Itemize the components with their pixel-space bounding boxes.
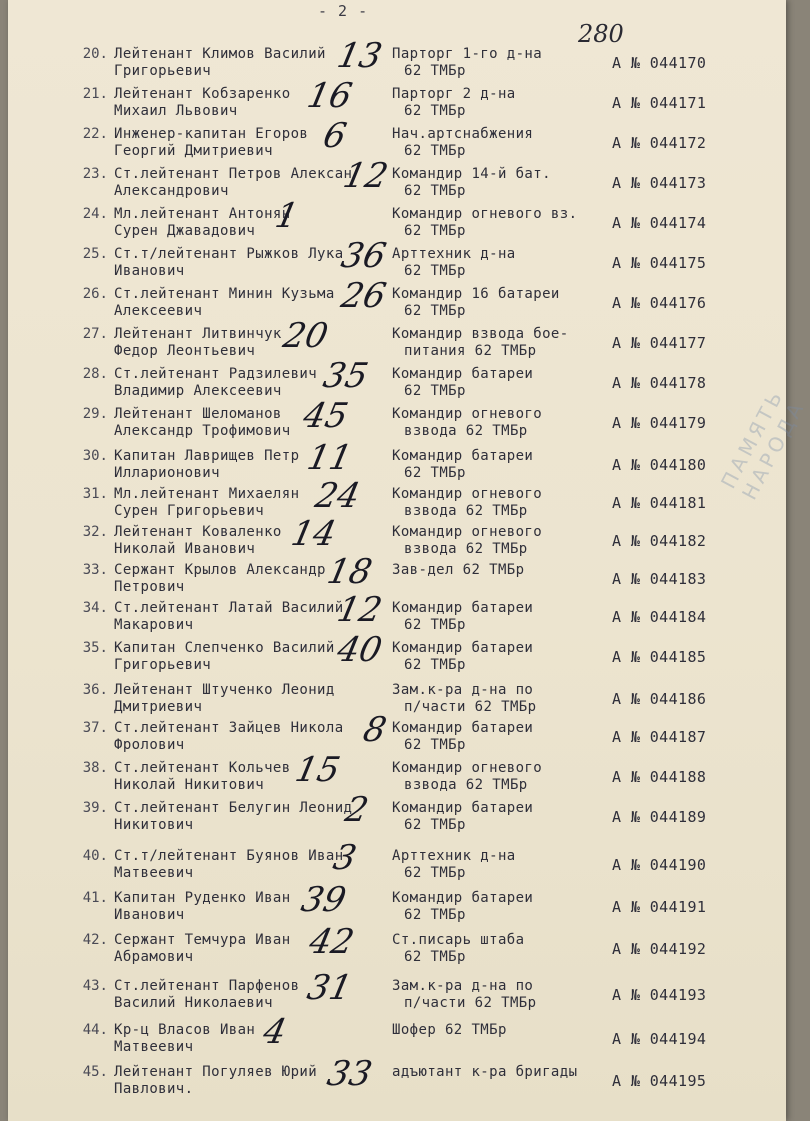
list-item	[8, 790, 786, 838]
list-item	[8, 630, 786, 678]
handwritten-mark: 24	[311, 476, 364, 516]
list-item	[8, 968, 786, 1016]
list-item	[8, 36, 786, 84]
position-line-1: Командир огневого	[392, 760, 543, 776]
list-item	[8, 76, 786, 124]
handwritten-mark: 18	[323, 552, 376, 592]
handwritten-mark: 2	[341, 790, 372, 830]
handwritten-mark: 11	[303, 438, 356, 478]
position-line-2: п/части 62 ТМБр	[404, 995, 537, 1011]
rank-and-surname: Кр-ц Власов Иван	[114, 1022, 256, 1038]
handwritten-mark: 12	[339, 156, 392, 196]
list-item	[8, 276, 786, 324]
patronymic: Александр Трофимович	[114, 423, 291, 439]
position-line-1: Командир батареи	[392, 600, 534, 616]
position-line-1: Командир батареи	[392, 800, 534, 816]
handwritten-mark: 4	[259, 1012, 290, 1052]
handwritten-mark: 15	[291, 750, 344, 790]
certificate-number: А № 044181	[612, 494, 707, 512]
row-number: 37.	[82, 720, 108, 736]
position-line-2: 62 ТМБр	[404, 103, 466, 119]
list-item	[8, 922, 786, 970]
page-number: - 2 -	[318, 2, 369, 20]
row-number: 34.	[82, 600, 108, 616]
position-line-1: Командир батареи	[392, 890, 534, 906]
position-line-2: 62 ТМБр	[404, 383, 466, 399]
position-line-1: Командир батареи	[392, 720, 534, 736]
row-number: 32.	[82, 524, 108, 540]
position-line-1: Командир 14-й бат.	[392, 166, 551, 182]
position-line-1: Зам.к-ра д-на по	[392, 978, 534, 994]
row-number: 31.	[82, 486, 108, 502]
patronymic: Владимир Алексеевич	[114, 383, 282, 399]
list-item	[8, 1054, 786, 1102]
certificate-number: А № 044190	[612, 856, 707, 874]
patronymic: Иванович	[114, 907, 185, 923]
patronymic: Матвеевич	[114, 865, 194, 881]
handwritten-total: 280	[578, 20, 624, 48]
position-line-2: 62 ТМБр	[404, 949, 466, 965]
rank-and-surname: Лейтенант Коваленко	[114, 524, 282, 540]
rank-and-surname: Лейтенант Шеломанов	[114, 406, 282, 422]
certificate-number: А № 044177	[612, 334, 707, 352]
handwritten-mark: 8	[359, 710, 390, 750]
patronymic: Макарович	[114, 617, 194, 633]
patronymic: Сурен Джавадович	[114, 223, 256, 239]
list-item	[8, 196, 786, 244]
patronymic: Никитович	[114, 817, 194, 833]
certificate-number: А № 044193	[612, 986, 707, 1004]
row-number: 35.	[82, 640, 108, 656]
row-number: 24.	[82, 206, 108, 222]
rank-and-surname: Ст.лейтенант Петров Алексан	[114, 166, 353, 182]
row-number: 45.	[82, 1064, 108, 1080]
rank-and-surname: Ст.лейтенант Латай Василий	[114, 600, 344, 616]
watermark: ПАМЯТЬ НАРОДА	[715, 384, 810, 504]
certificate-number: А № 044175	[612, 254, 707, 272]
rank-and-surname: Лейтенант Штученко Леонид	[114, 682, 335, 698]
position-line-2: взвода 62 ТМБр	[404, 423, 528, 439]
patronymic: Павлович.	[114, 1081, 194, 1097]
list-item	[8, 356, 786, 404]
certificate-number: А № 044194	[612, 1030, 707, 1048]
rank-and-surname: Ст.лейтенант Парфенов	[114, 978, 300, 994]
position-line-1: Шофер 62 ТМБр	[392, 1022, 507, 1038]
position-line-2: 62 ТМБр	[404, 817, 466, 833]
certificate-number: А № 044172	[612, 134, 707, 152]
certificate-number: А № 044176	[612, 294, 707, 312]
list-item	[8, 476, 786, 524]
row-number: 28.	[82, 366, 108, 382]
rank-and-surname: Лейтенант Погуляев Юрий	[114, 1064, 318, 1080]
position-line-2: 62 ТМБр	[404, 865, 466, 881]
row-number: 25.	[82, 246, 108, 262]
certificate-number: А № 044189	[612, 808, 707, 826]
list-item	[8, 236, 786, 284]
rank-and-surname: Ст.лейтенант Белугин Леонид	[114, 800, 353, 816]
position-line-1: Нач.артснабжения	[392, 126, 534, 142]
position-line-1: Командир огневого	[392, 486, 543, 502]
row-number: 44.	[82, 1022, 108, 1038]
position-line-1: Зам.к-ра д-на по	[392, 682, 534, 698]
position-line-2: 62 ТМБр	[404, 465, 466, 481]
certificate-number: А № 044185	[612, 648, 707, 666]
row-number: 39.	[82, 800, 108, 816]
position-line-2: 62 ТМБр	[404, 907, 466, 923]
certificate-number: А № 044191	[612, 898, 707, 916]
position-line-2: питания 62 ТМБр	[404, 343, 537, 359]
list-item	[8, 316, 786, 364]
certificate-number: А № 044195	[612, 1072, 707, 1090]
position-line-1: Командир огневого	[392, 406, 543, 422]
position-line-1: Командир взвода бое-	[392, 326, 569, 342]
patronymic: Илларионович	[114, 465, 220, 481]
position-line-2: 62 ТМБр	[404, 617, 466, 633]
certificate-number: А № 044188	[612, 768, 707, 786]
patronymic: Сурен Григорьевич	[114, 503, 265, 519]
handwritten-mark: 1	[271, 196, 302, 236]
handwritten-mark: 35	[319, 356, 372, 396]
row-number: 40.	[82, 848, 108, 864]
certificate-number: А № 044170	[612, 54, 707, 72]
patronymic: Иванович	[114, 263, 185, 279]
handwritten-mark: 26	[337, 276, 390, 316]
row-number: 20.	[82, 46, 108, 62]
patronymic: Петрович	[114, 579, 185, 595]
list-item	[8, 590, 786, 638]
patronymic: Алексеевич	[114, 303, 203, 319]
certificate-number: А № 044186	[612, 690, 707, 708]
rank-and-surname: Ст.лейтенант Радзилевич	[114, 366, 318, 382]
position-line-2: взвода 62 ТМБр	[404, 541, 528, 557]
patronymic: Григорьевич	[114, 657, 212, 673]
list-item	[8, 750, 786, 798]
rank-and-surname: Мл.лейтенант Антонян	[114, 206, 291, 222]
list-item	[8, 838, 786, 886]
patronymic: Василий Николаевич	[114, 995, 273, 1011]
certificate-number: А № 044179	[612, 414, 707, 432]
handwritten-mark: 13	[333, 36, 386, 76]
rank-and-surname: Капитан Лаврищев Петр	[114, 448, 300, 464]
list-item	[8, 552, 786, 600]
row-number: 38.	[82, 760, 108, 776]
rank-and-surname: Лейтенант Кобзаренко	[114, 86, 291, 102]
list-item	[8, 116, 786, 164]
position-line-2: 62 ТМБр	[404, 303, 466, 319]
list-item	[8, 710, 786, 758]
row-number: 26.	[82, 286, 108, 302]
patronymic: Абрамович	[114, 949, 194, 965]
row-number: 29.	[82, 406, 108, 422]
rank-and-surname: Сержант Крылов Александр	[114, 562, 326, 578]
position-line-1: Командир батареи	[392, 448, 534, 464]
list-item	[8, 156, 786, 204]
position-line-2: п/части 62 ТМБр	[404, 699, 537, 715]
position-line-1: Командир 16 батареи	[392, 286, 560, 302]
patronymic: Фролович	[114, 737, 185, 753]
rank-and-surname: Лейтенант Литвинчук	[114, 326, 282, 342]
certificate-number: А № 044180	[612, 456, 707, 474]
handwritten-mark: 42	[305, 922, 358, 962]
rank-and-surname: Ст.т/лейтенант Буянов Иван	[114, 848, 344, 864]
handwritten-mark: 20	[279, 316, 332, 356]
rank-and-surname: Ст.лейтенант Зайцев Никола	[114, 720, 344, 736]
handwritten-mark: 6	[319, 116, 350, 156]
handwritten-mark: 33	[323, 1054, 376, 1094]
certificate-number: А № 044184	[612, 608, 707, 626]
position-line-2: 62 ТМБр	[404, 183, 466, 199]
patronymic: Николай Иванович	[114, 541, 256, 557]
position-line-1: Парторг 1-го д-на	[392, 46, 543, 62]
position-line-1: Парторг 2 д-на	[392, 86, 516, 102]
list-item	[8, 680, 786, 720]
list-item	[8, 514, 786, 562]
position-line-1: Арттехник д-на	[392, 848, 516, 864]
list-item	[8, 880, 786, 928]
position-line-2: 62 ТМБр	[404, 263, 466, 279]
position-line-2: взвода 62 ТМБр	[404, 503, 528, 519]
row-number: 42.	[82, 932, 108, 948]
certificate-number: А № 044171	[612, 94, 707, 112]
row-number: 43.	[82, 978, 108, 994]
patronymic: Матвеевич	[114, 1039, 194, 1055]
list-item	[8, 438, 786, 486]
row-number: 30.	[82, 448, 108, 464]
position-line-2: 62 ТМБр	[404, 223, 466, 239]
certificate-number: А № 044182	[612, 532, 707, 550]
handwritten-mark: 14	[287, 514, 340, 554]
certificate-number: А № 044187	[612, 728, 707, 746]
patronymic: Николай Никитович	[114, 777, 265, 793]
certificate-number: А № 044192	[612, 940, 707, 958]
rank-and-surname: Ст.лейтенант Кольчев	[114, 760, 291, 776]
rank-and-surname: Капитан Руденко Иван	[114, 890, 291, 906]
rank-and-surname: Ст.т/лейтенант Рыжков Лука	[114, 246, 344, 262]
certificate-number: А № 044183	[612, 570, 707, 588]
list-item	[8, 1012, 786, 1060]
handwritten-mark: 39	[297, 880, 350, 920]
handwritten-mark: 36	[337, 236, 390, 276]
position-line-1: Командир батареи	[392, 366, 534, 382]
row-number: 33.	[82, 562, 108, 578]
row-number: 23.	[82, 166, 108, 182]
position-line-1: Командир огневого	[392, 524, 543, 540]
position-line-2: взвода 62 ТМБр	[404, 777, 528, 793]
certificate-number: А № 044173	[612, 174, 707, 192]
patronymic: Григорьевич	[114, 63, 212, 79]
certificate-number: А № 044178	[612, 374, 707, 392]
patronymic: Дмитриевич	[114, 699, 203, 715]
patronymic: Федор Леонтьевич	[114, 343, 256, 359]
position-line-2: 62 ТМБр	[404, 143, 466, 159]
rank-and-surname: Лейтенант Климов Василий	[114, 46, 326, 62]
certificate-number: А № 044174	[612, 214, 707, 232]
position-line-1: адъютант к-ра бригады	[392, 1064, 578, 1080]
row-number: 22.	[82, 126, 108, 142]
patronymic: Александрович	[114, 183, 229, 199]
rank-and-surname: Мл.лейтенант Михаелян	[114, 486, 300, 502]
handwritten-mark: 45	[299, 396, 352, 436]
handwritten-mark: 3	[329, 838, 360, 878]
row-number: 36.	[82, 682, 108, 698]
row-number: 41.	[82, 890, 108, 906]
patronymic: Михаил Львович	[114, 103, 238, 119]
rank-and-surname: Ст.лейтенант Минин Кузьма	[114, 286, 335, 302]
handwritten-mark: 40	[333, 630, 386, 670]
position-line-1: Командир огневого вз.	[392, 206, 578, 222]
position-line-1: Арттехник д-на	[392, 246, 516, 262]
position-line-1: Зав-дел 62 ТМБр	[392, 562, 525, 578]
handwritten-mark: 31	[303, 968, 356, 1008]
row-number: 21.	[82, 86, 108, 102]
rank-and-surname: Капитан Слепченко Василий	[114, 640, 335, 656]
position-line-2: 62 ТМБр	[404, 657, 466, 673]
list-item	[8, 396, 786, 444]
rank-and-surname: Инженер-капитан Егоров	[114, 126, 309, 142]
handwritten-mark: 16	[303, 76, 356, 116]
position-line-1: Командир батареи	[392, 640, 534, 656]
document-page	[8, 0, 810, 1121]
rank-and-surname: Сержант Темчура Иван	[114, 932, 291, 948]
position-line-2: 62 ТМБр	[404, 737, 466, 753]
position-line-2: 62 ТМБр	[404, 63, 466, 79]
position-line-1: Ст.писарь штаба	[392, 932, 525, 948]
patronymic: Георгий Дмитриевич	[114, 143, 273, 159]
handwritten-mark: 12	[333, 590, 386, 630]
row-number: 27.	[82, 326, 108, 342]
